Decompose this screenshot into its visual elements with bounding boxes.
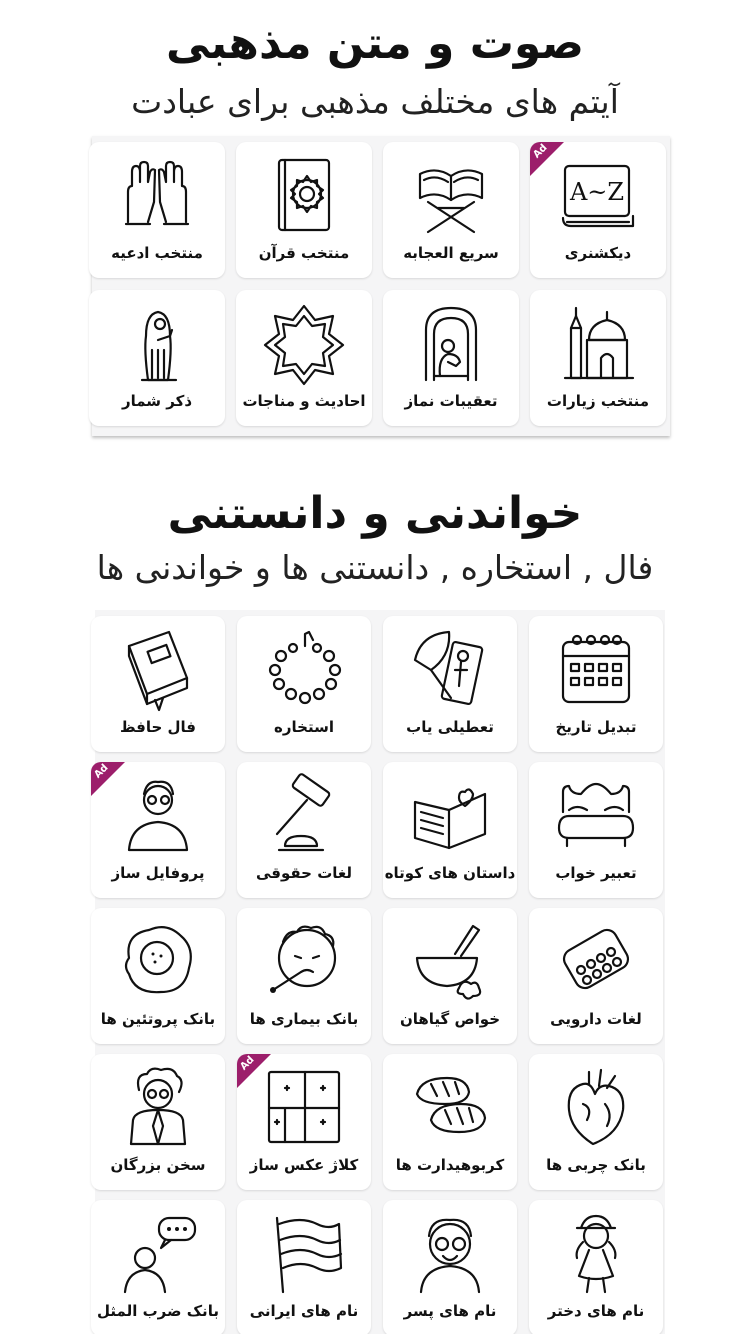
tile-gavel[interactable] (237, 762, 371, 898)
pill-pack-icon (553, 918, 639, 1004)
tile-label: تعبیر خواب (555, 864, 637, 882)
tile-praying-woman[interactable] (89, 290, 225, 426)
bed-icon (553, 772, 639, 858)
octagram-icon (261, 300, 347, 386)
tile-label: لغات حقوقی (255, 864, 353, 882)
heart-organ-icon (553, 1064, 639, 1150)
open-book-icon (407, 772, 493, 858)
prayer-beads-icon (261, 626, 347, 712)
tile-label: بانک ضرب المثل (97, 1302, 219, 1320)
section-title-religious: صوت و متن مذهبی (165, 18, 585, 69)
tile-bread[interactable] (383, 1054, 517, 1190)
tile-pill-pack[interactable] (529, 908, 663, 1044)
gavel-icon (261, 772, 347, 858)
praying-man-icon (408, 300, 494, 386)
mortar-pestle-icon (407, 918, 493, 1004)
reading-grid (92, 616, 665, 1334)
tile-label: نام های ایرانی (249, 1302, 359, 1320)
tile-label: ذکر شمار (121, 392, 193, 410)
tile-boy[interactable] (383, 1200, 517, 1334)
tile-chat-person[interactable] (91, 1200, 225, 1334)
tile-label: احادیث و مناجات (242, 392, 366, 410)
tile-label: خواص گیاهان (399, 1010, 501, 1028)
section-subtitle-religious: آیتم های مختلف مذهبی برای عبادت (131, 82, 619, 121)
tile-beach-umbrella[interactable] (383, 616, 517, 752)
tile-label: سخن بزرگان (110, 1156, 206, 1174)
dictionary-icon (555, 152, 641, 238)
tile-quran-stand[interactable] (383, 142, 519, 278)
tile-label: دیکشنری (564, 244, 632, 262)
tile-fried-egg[interactable] (91, 908, 225, 1044)
tile-label: کربوهیدارت ها (395, 1156, 505, 1174)
tile-label: منتخب زیارات (546, 392, 650, 410)
girl-icon (553, 1210, 639, 1296)
tile-label: منتخب ادعیه (111, 244, 203, 262)
tile-label: نام های دختر (547, 1302, 645, 1320)
tile-mortar-pestle[interactable] (383, 908, 517, 1044)
tile-label: فال حافظ (119, 718, 197, 736)
calendar-icon (553, 626, 639, 712)
tile-profile-person[interactable] (91, 762, 225, 898)
praying-woman-icon (114, 300, 200, 386)
svg-text:A~Z: A~Z (569, 178, 625, 206)
tile-prayer-beads[interactable] (237, 616, 371, 752)
tile-label: استخاره (274, 718, 334, 736)
tile-book[interactable] (91, 616, 225, 752)
scientist-icon (115, 1064, 201, 1150)
tile-label: کلاژ عکس ساز (249, 1156, 359, 1174)
tile-open-book[interactable] (383, 762, 517, 898)
tile-label: نام های پسر (403, 1302, 497, 1320)
tile-bed[interactable] (529, 762, 663, 898)
tile-label: تعقیبات نماز (404, 392, 498, 410)
religious-grid (92, 142, 670, 426)
tile-sick-face[interactable] (237, 908, 371, 1044)
tile-label: بانک چربی ها (546, 1156, 646, 1174)
chat-person-icon (115, 1210, 201, 1296)
tile-label: تعطیلی یاب (406, 718, 494, 736)
section-subtitle-reading: فال , استخاره , دانستنی ها و خواندنی ها (96, 548, 654, 587)
tile-heart-organ[interactable] (529, 1054, 663, 1190)
tile-label: تبدیل تاریخ (555, 718, 637, 736)
boy-icon (407, 1210, 493, 1296)
sick-face-icon (261, 918, 347, 1004)
tile-label: منتخب قرآن (258, 244, 350, 262)
tile-mosque[interactable] (530, 290, 666, 426)
beach-umbrella-icon (407, 626, 493, 712)
tile-iran-flag[interactable] (237, 1200, 371, 1334)
quran-book-icon (261, 152, 347, 238)
collage-grid-icon (261, 1064, 347, 1150)
tile-label: لغات دارویی (550, 1010, 642, 1028)
ad-badge-label: Ad (92, 762, 111, 781)
tile-label: پروفایل ساز (111, 864, 205, 882)
tile-girl[interactable] (529, 1200, 663, 1334)
tile-label: داستان های کوتاه (384, 864, 516, 882)
tile-octagram[interactable] (236, 290, 372, 426)
tile-praying-hands[interactable] (89, 142, 225, 278)
tile-label: بانک پروتئین ها (100, 1010, 216, 1028)
tile-scientist[interactable] (91, 1054, 225, 1190)
tile-dictionary[interactable] (530, 142, 666, 278)
tile-label: بانک بیماری ها (249, 1010, 359, 1028)
praying-hands-icon (114, 152, 200, 238)
quran-stand-icon (408, 152, 494, 238)
tile-praying-man[interactable] (383, 290, 519, 426)
bread-icon (407, 1064, 493, 1150)
profile-person-icon (115, 772, 201, 858)
mosque-icon (555, 300, 641, 386)
ad-badge-label: Ad (238, 1054, 257, 1073)
section-title-reading: خواندنی و دانستنی (167, 488, 583, 539)
tile-label: سریع العجابه (403, 244, 499, 262)
tile-collage-grid[interactable] (237, 1054, 371, 1190)
tile-quran-book[interactable] (236, 142, 372, 278)
tile-calendar[interactable] (529, 616, 663, 752)
book-icon (115, 626, 201, 712)
ad-badge-label: Ad (531, 142, 550, 161)
fried-egg-icon (115, 918, 201, 1004)
iran-flag-icon (261, 1210, 347, 1296)
